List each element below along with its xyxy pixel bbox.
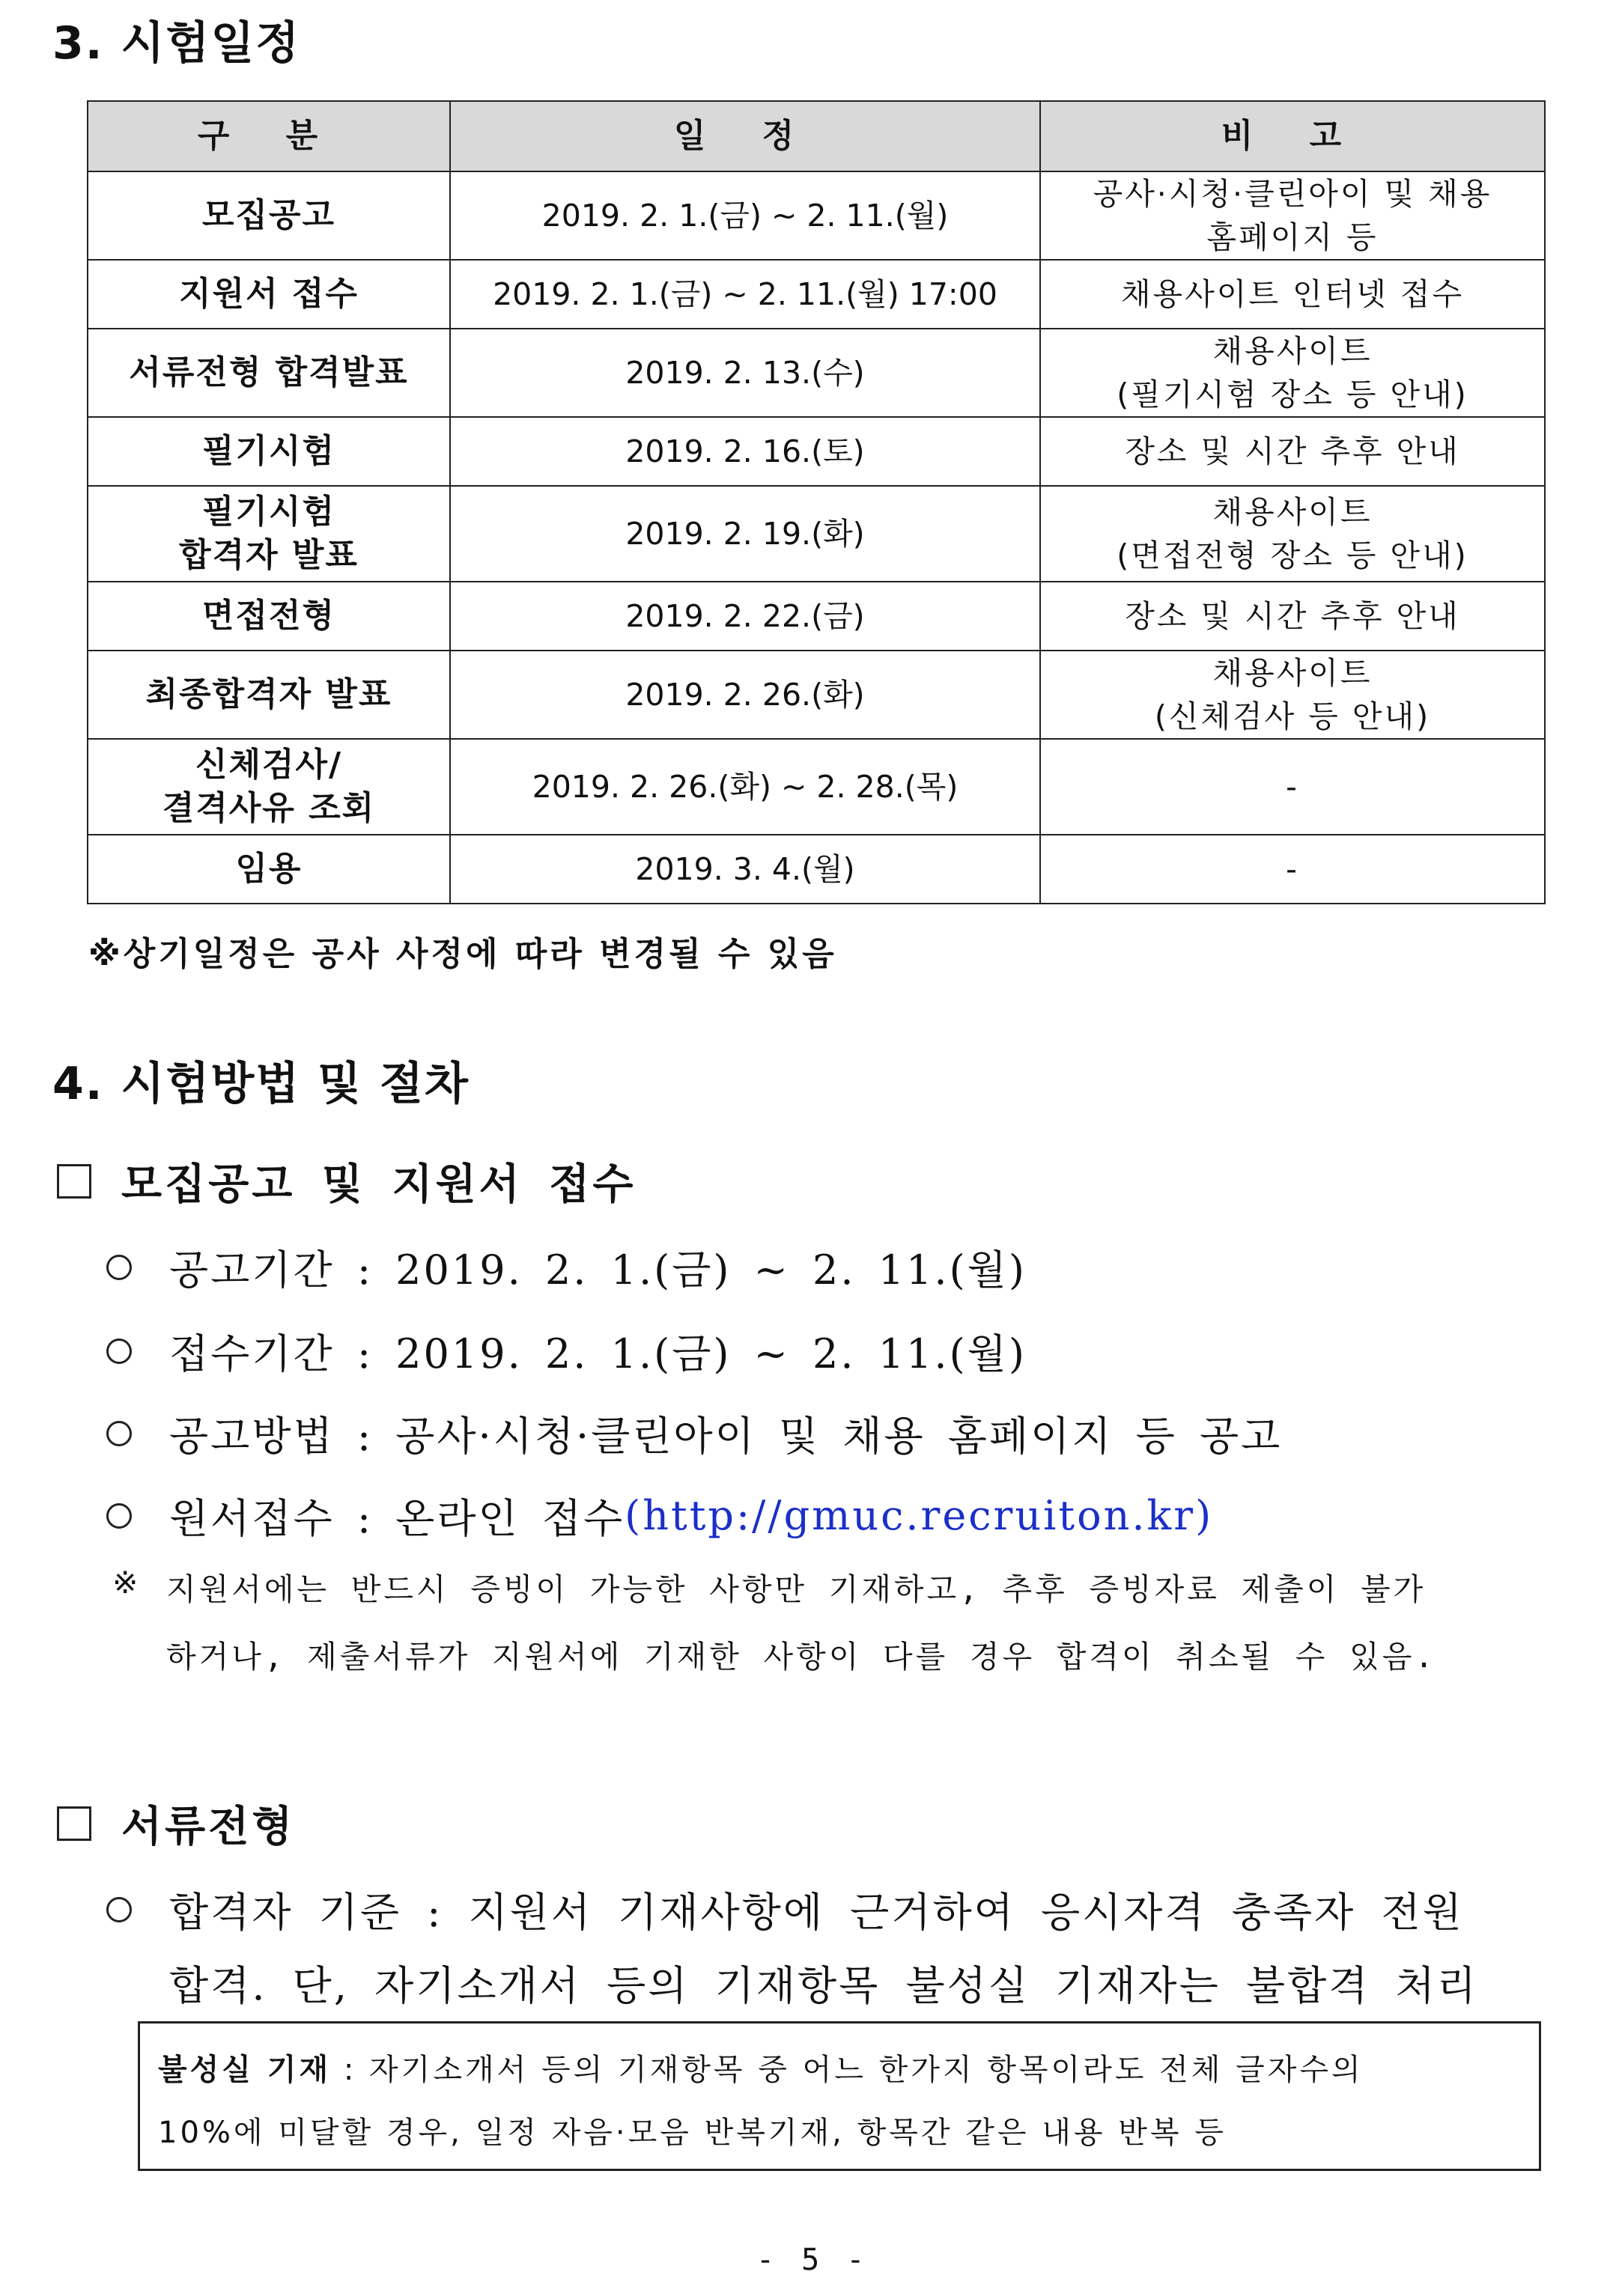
box-line-2: 10%에 미달할 경우, 일정 자음·모음 반복기재, 항목간 같은 내용 반복 등 [158, 2116, 1227, 2150]
subsection-heading-text: 모집공고 및 지원서 접수 [121, 1160, 637, 1209]
row-category: 면접전형 [88, 582, 450, 651]
bullet-text: 원서접수 : 온라인 접수 [169, 1495, 625, 1542]
row-note: 채용사이트 인터넷 접수 [1040, 260, 1545, 329]
row-category: 신체검사/ 결격사유 조회 [88, 739, 450, 835]
bullet-announcement-method [106, 1404, 1282, 1462]
checkbox-square-icon [57, 1164, 91, 1199]
circle-bullet-icon [106, 1421, 132, 1446]
row-note: - [1040, 739, 1545, 835]
schedule-footnote: ※상기일정은 공사 사정에 따라 변경될 수 있음 [88, 935, 837, 973]
subsection-recruitment-heading [57, 1151, 636, 1211]
row-schedule: 2019. 2. 13.(수) [450, 329, 1040, 417]
bullet-text: 공고기간 : 2019. 2. 1.(금) ~ 2. 11.(월) [169, 1246, 1027, 1294]
row-category: 지원서 접수 [88, 260, 450, 329]
row-schedule: 2019. 2. 1.(금) ~ 2. 11.(월) [450, 171, 1040, 260]
row-note: 채용사이트 (필기시험 장소 등 안내) [1040, 329, 1545, 417]
row-schedule: 2019. 2. 26.(화) ~ 2. 28.(목) [450, 739, 1040, 835]
row-schedule: 2019. 3. 4.(월) [450, 835, 1040, 904]
row-category: 서류전형 합격발표 [88, 329, 450, 417]
row-schedule: 2019. 2. 19.(화) [450, 486, 1040, 582]
table-row [88, 835, 1545, 904]
row-schedule: 2019. 2. 22.(금) [450, 582, 1040, 651]
page-number: - 5 - [756, 2243, 869, 2277]
row-category: 모집공고 [88, 171, 450, 260]
bullet-online-application [106, 1487, 1213, 1544]
box-line-1-text: : 자기소개서 등의 기재항목 중 어느 한가지 항목이라도 전체 글자수의 [331, 2053, 1364, 2087]
row-schedule: 2019. 2. 26.(화) [450, 651, 1040, 739]
evidence-note-line-2: 하거나, 제출서류가 지원서에 기재한 사항이 다를 경우 합격이 취소될 수 있음. [166, 1639, 1436, 1675]
table-row [88, 171, 1545, 260]
row-note: 공사·시청·클린아이 및 채용 홈페이지 등 [1040, 171, 1545, 260]
table-row [88, 739, 1545, 835]
section-4-title: 4. 시험방법 및 절차 [52, 1058, 470, 1110]
row-category: 임용 [88, 835, 450, 904]
row-category: 최종합격자 발표 [88, 651, 450, 739]
pass-criteria-continuation: 합격. 단, 자기소개서 등의 기재항목 불성실 기재자는 불합격 처리 [169, 1962, 1478, 2009]
bullet-text: 공고방법 : 공사·시청·클린아이 및 채용 홈페이지 등 공고 [169, 1413, 1283, 1460]
circle-bullet-icon [106, 1339, 132, 1364]
circle-bullet-icon [106, 1255, 132, 1280]
row-schedule: 2019. 2. 1.(금) ~ 2. 11.(월) 17:00 [450, 260, 1040, 329]
table-row [88, 417, 1545, 486]
header-schedule: 일 정 [450, 101, 1040, 171]
row-schedule: 2019. 2. 16.(토) [450, 417, 1040, 486]
row-note: 채용사이트 (신체검사 등 안내) [1040, 651, 1545, 739]
header-note: 비 고 [1040, 101, 1545, 171]
box-line-1 [158, 2038, 1521, 2101]
row-note: 장소 및 시간 추후 안내 [1040, 582, 1545, 651]
row-category: 필기시험 합격자 발표 [88, 486, 450, 582]
table-row [88, 486, 1545, 582]
checkbox-square-icon [57, 1806, 91, 1841]
schedule-table [87, 100, 1546, 904]
subsection-heading-text: 서류전형 [121, 1803, 296, 1851]
header-category: 구 분 [88, 101, 450, 171]
recruit-site-link[interactable]: (http://gmuc.recruiton.kr) [625, 1492, 1214, 1539]
circle-bullet-icon [106, 1897, 132, 1922]
bullet-application-period [106, 1322, 1027, 1380]
evidence-note-mark: ※ [112, 1565, 142, 1601]
insincere-entry-definition-box [138, 2021, 1541, 2171]
table-row [88, 329, 1545, 417]
row-category: 필기시험 [88, 417, 450, 486]
evidence-note-line-1: 지원서에는 반드시 증빙이 가능한 사항만 기재하고, 추후 증빙자료 제출이 불가 [166, 1571, 1427, 1607]
row-note: 채용사이트 (면접전형 장소 등 안내) [1040, 486, 1545, 582]
section-3-title: 3. 시험일정 [52, 17, 301, 70]
circle-bullet-icon [106, 1503, 132, 1529]
table-header-row [88, 101, 1545, 171]
bullet-text: 접수기간 : 2019. 2. 1.(금) ~ 2. 11.(월) [169, 1330, 1027, 1377]
row-note: - [1040, 835, 1545, 904]
box-label: 불성실 기재 [158, 2053, 332, 2087]
subsection-document-screening-heading [57, 1794, 295, 1854]
table-row [88, 582, 1545, 651]
table-row [88, 260, 1545, 329]
bullet-pass-criteria [106, 1881, 1464, 1938]
bullet-announcement-period [106, 1238, 1027, 1296]
table-row [88, 651, 1545, 739]
bullet-text: 합격자 기준 : 지원서 기재사항에 근거하여 응시자격 충족자 전원 [169, 1889, 1464, 1936]
row-note: 장소 및 시간 추후 안내 [1040, 417, 1545, 486]
